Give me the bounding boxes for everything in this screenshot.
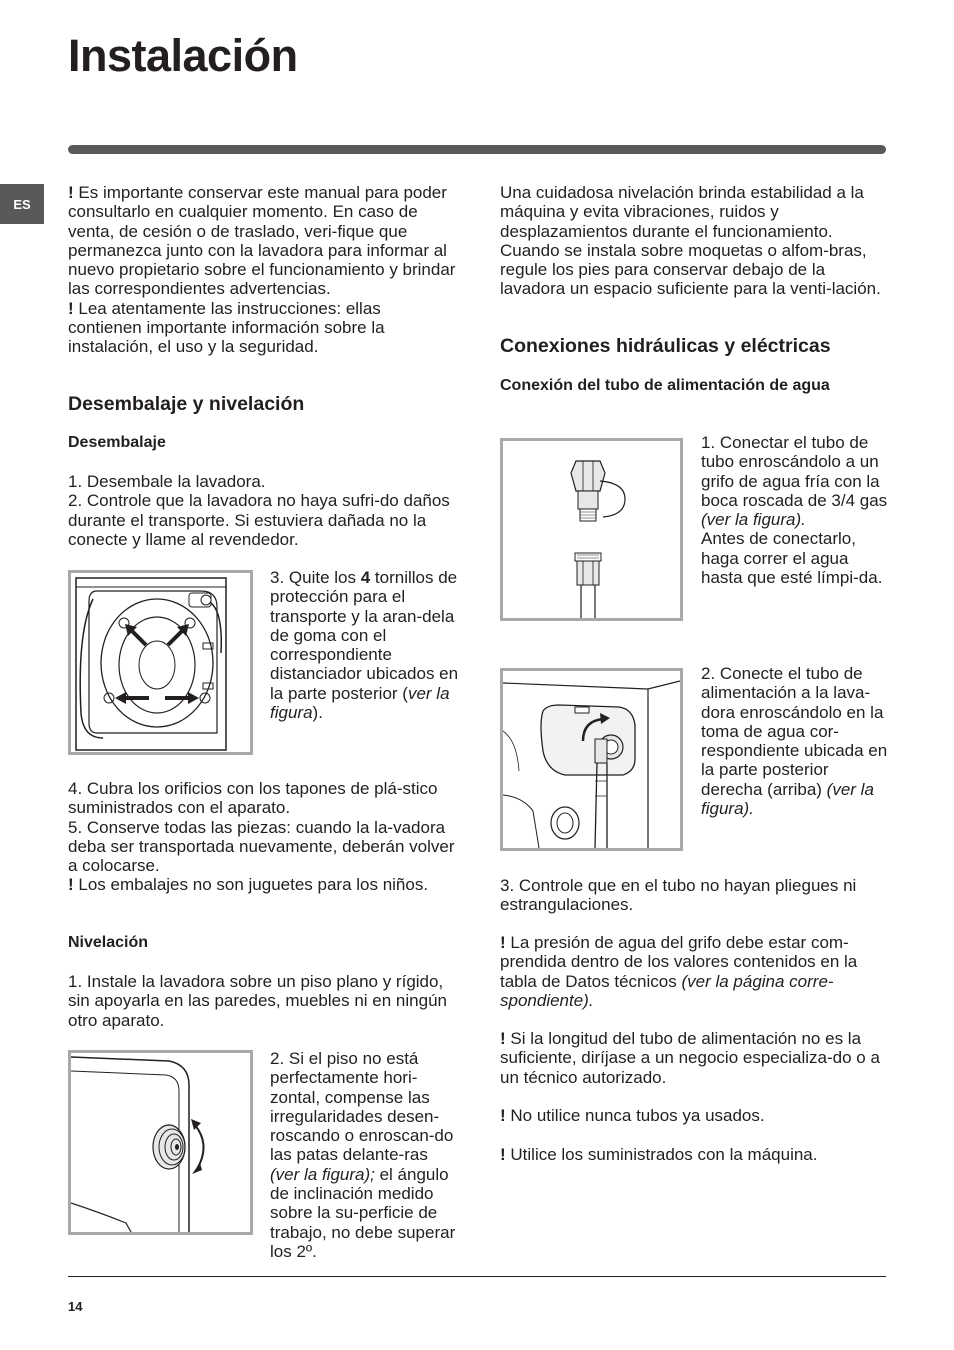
screw-count: 4 (360, 568, 371, 587)
intro-text: Lea atentamente las instrucciones: ellas contienen importante información sobre la instalación, el uso y la seguridad. (68, 298, 385, 357)
subsection-title-unpack: Desembalaje (68, 434, 166, 451)
inlet-step-1 (701, 433, 888, 587)
section-title-connections: Conexiones hidráulicas y eléctricas (500, 335, 831, 357)
unpack-step-5: 5. Conserve todas las piezas: cuando la la-vadora deba ser transportada nuevamente, deberán volver a colocarse. (68, 817, 455, 876)
page-number: 14 (68, 1299, 83, 1314)
figure-reference: (ver la figura). (701, 510, 806, 530)
warning-mark: ! (68, 183, 74, 202)
packaging-warning (68, 875, 458, 894)
warning-pressure (500, 933, 888, 1010)
unpack-step-2: 2. Controle que la lavadora no haya sufri-do daños durante el transporte. Si estuviera dañada no la conecte y llame al revendedor. (68, 491, 450, 549)
warning-mark: ! (500, 1106, 506, 1125)
warning-text: No utilice nunca tubos ya usados. (505, 1106, 765, 1125)
step-text: 1. Conectar el tubo de tubo enroscándolo a un grifo de agua fría con la boca roscada de 3/4 gas (701, 433, 888, 510)
warning-mark: ! (500, 1029, 506, 1048)
subsection-title-inlet-hose: Conexión del tubo de alimentación de agua (500, 377, 830, 394)
warning-text: Utilice los suministrados con la máquina. (505, 1145, 818, 1164)
intro-block (68, 183, 458, 357)
unpack-step-4: 4. Cubra los orificios con los tapones de plá-stico suministrados con el aparato. (68, 779, 438, 818)
intro-paragraph-2 (68, 299, 458, 357)
step-text: ). (312, 703, 323, 723)
figure-transport-screws (68, 570, 253, 755)
intro-text: Es importante conservar este manual para poder consultarlo en cualquier momento. En caso de venta, de cesión o de traslado, veri-fique que permanezca junto con la lavadora para informar al nuevo propietario sobre el funcionamiento y brindar las correspondientes advertencias. (68, 183, 456, 299)
level-step-2 (270, 1049, 460, 1261)
language-tab: ES (0, 184, 44, 224)
figure-reference: (ver la figura); (270, 1164, 375, 1184)
inlet-step-2 (701, 664, 888, 818)
figure-reference: (ver la figura). (701, 779, 874, 819)
figure-machine-inlet (500, 668, 683, 851)
warning-mark: ! (68, 298, 74, 318)
warning-text: Si la longitud del tubo de alimentación no es la suficiente, diríjase a un negocio especializa-do o a un técnico autorizado. (500, 1029, 880, 1087)
step-text: 2. Si el piso no está perfectamente hori-zontal, compense las irregularidades desen-roscando o enroscan-do las patas delante-ras (270, 1049, 454, 1165)
warning-hose-length (500, 1029, 888, 1087)
section-title-unpacking: Desembalaje y nivelación (68, 393, 305, 415)
intro-paragraph-1 (68, 183, 458, 299)
level-step-1: 1. Instale la lavadora sobre un piso plano y rígido, sin apoyarla en las paredes, muebles ni en ningún otro aparato. (68, 972, 447, 1030)
step-text: Antes de conectarlo, haga correr el agua hasta que esté límpi-da. (701, 529, 883, 588)
warning-supplied-hoses (500, 1145, 888, 1164)
figure-leveling-foot (68, 1050, 253, 1235)
title-rule (68, 145, 886, 154)
footer-rule (68, 1276, 886, 1277)
inlet-step-3: 3. Controle que en el tubo no hayan pliegues ni estrangulaciones. (500, 876, 857, 915)
figure-reference: ver la figura (270, 683, 450, 723)
warning-mark: ! (68, 875, 74, 895)
figure-tap-connection (500, 438, 683, 621)
step-text: 3. Quite los (270, 568, 361, 587)
warning-used-hoses (500, 1106, 888, 1125)
step-text: el ángulo de inclinación medido sobre la su-perficie de trabajo, no debe superar los 2º. (270, 1164, 456, 1261)
page-reference: (ver la página corre-spondiente). (500, 971, 834, 1010)
warning-text: La presión de agua del grifo debe estar com-prendida dentro de los valores contenidos en la tabla de Datos técnicos (500, 933, 858, 991)
warning-text: Los embalajes no son juguetes para los niños. (73, 875, 429, 895)
warning-mark: ! (500, 1145, 506, 1164)
unpack-steps (68, 472, 458, 549)
page-title: Instalación (68, 30, 298, 81)
unpack-after-steps (68, 779, 458, 895)
warning-mark: ! (500, 933, 506, 952)
unpack-step-1: 1. Desembale la lavadora. (68, 472, 266, 491)
unpack-step-3 (270, 568, 460, 722)
step-text: 2. Conecte el tubo de alimentación a la lava-dora enroscándolo en la toma de agua cor-respondiente ubicada en la parte posterior derecha (arriba) (701, 664, 888, 799)
step-text: tornillos de protección para el transporte y la aran-dela de goma con el correspondiente distanciador ubicados en la parte posterior ( (270, 568, 459, 703)
leveling-continued: Una cuidadosa nivelación brinda estabilidad a la máquina y evita vibraciones, ruidos y desplazamientos durante el funcionamiento. Cuando se instala sobre moquetas o alfom-bras, regule los pies para conservar debajo de la lavadora un espacio suficiente para la venti-lación. (500, 183, 881, 299)
subsection-title-level: Nivelación (68, 934, 149, 951)
